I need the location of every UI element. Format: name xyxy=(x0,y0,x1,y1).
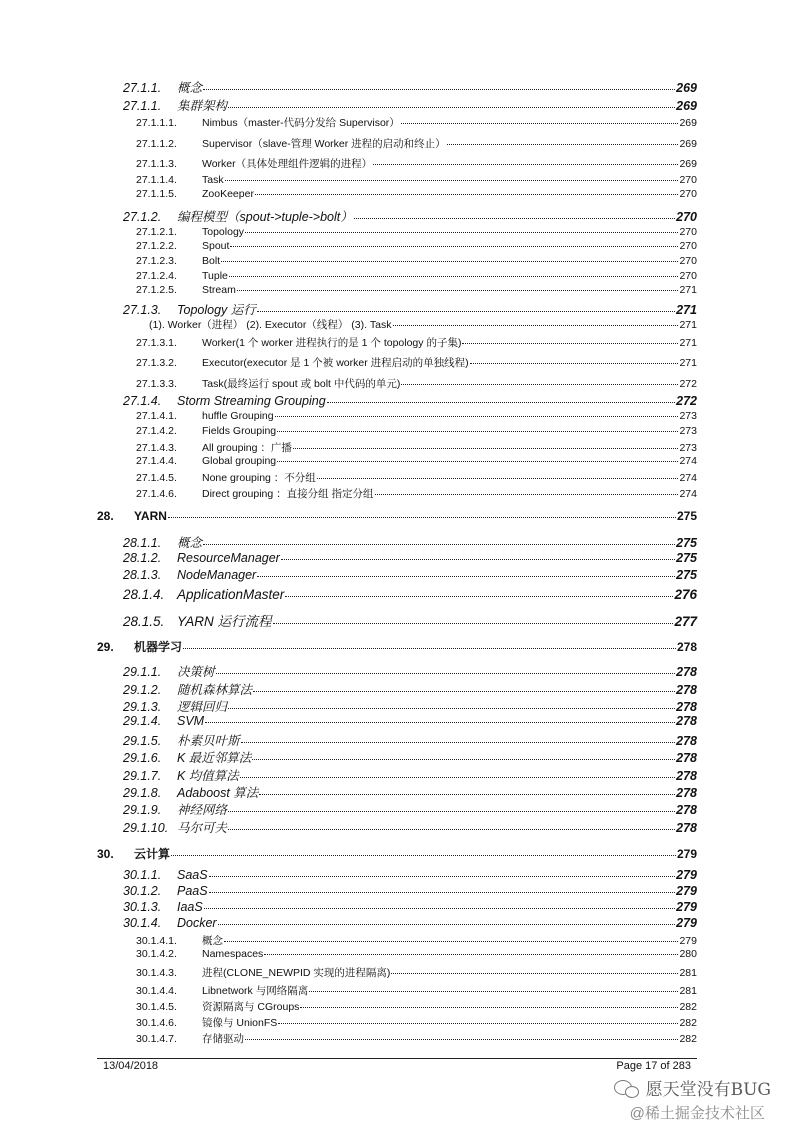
toc-title: 存储驱动 xyxy=(202,1033,244,1045)
toc-page-number: 270 xyxy=(679,174,697,186)
toc-number: 27.1.1.1. xyxy=(136,117,177,129)
toc-page-number: 273 xyxy=(679,442,697,454)
toc-entry[interactable] xyxy=(0,783,793,801)
toc-number: 30. xyxy=(97,847,114,861)
dot-leader xyxy=(447,139,679,145)
footer-date: 13/04/2018 xyxy=(103,1060,159,1072)
toc-number: 29.1.2. xyxy=(123,683,162,697)
dot-leader xyxy=(317,473,679,479)
toc-page-number: 272 xyxy=(676,394,697,408)
toc-page-number: 269 xyxy=(676,99,697,113)
toc-entry[interactable] xyxy=(0,731,793,749)
dot-leader xyxy=(253,685,675,692)
toc-number: 27.1.2.4. xyxy=(136,270,177,282)
toc-number: 27.1.4.3. xyxy=(136,442,177,454)
toc-number: 27.1.1.5. xyxy=(136,188,177,200)
toc-title: 云计算 xyxy=(134,847,171,861)
dot-leader xyxy=(293,443,679,449)
toc-page-number: 275 xyxy=(676,551,697,565)
dot-leader xyxy=(229,271,679,277)
toc-entry[interactable] xyxy=(0,533,793,551)
dot-leader xyxy=(241,736,676,743)
dot-leader xyxy=(203,538,675,545)
toc-number: 28.1.2. xyxy=(123,551,162,565)
dot-leader xyxy=(168,511,676,518)
toc-entry[interactable] xyxy=(0,270,793,282)
toc-page-number: 278 xyxy=(676,665,697,679)
wechat-icon xyxy=(614,1078,640,1098)
toc-page-number: 281 xyxy=(679,967,697,979)
toc-number: 27.1.4.6. xyxy=(136,488,177,500)
toc-page-number: 278 xyxy=(676,751,697,765)
toc-entry[interactable] xyxy=(0,662,793,680)
toc-number: 30.1.4. xyxy=(123,916,162,930)
toc-entry[interactable] xyxy=(0,845,793,862)
toc-page-number: 274 xyxy=(679,455,697,467)
toc-number: 30.1.4.4. xyxy=(136,985,177,997)
dot-leader xyxy=(257,570,675,577)
toc-page-number: 269 xyxy=(679,117,697,129)
toc-title: 概念 xyxy=(177,536,203,550)
toc-title: 编程模型（spout->tuple->bolt） xyxy=(177,210,353,224)
toc-entry[interactable] xyxy=(0,240,793,252)
toc-title: None grouping ：不分组 xyxy=(202,472,316,484)
dot-leader xyxy=(391,968,678,974)
toc-entry[interactable] xyxy=(0,509,793,523)
toc-entry[interactable] xyxy=(0,425,793,437)
dot-leader xyxy=(257,305,675,312)
toc-title: PaaS xyxy=(177,884,208,898)
toc-number: 27.1.4.1. xyxy=(136,410,177,422)
dot-leader xyxy=(354,212,675,219)
toc-page-number: 270 xyxy=(679,226,697,238)
toc-entry[interactable] xyxy=(0,800,793,818)
toc-number: 30.1.4.5. xyxy=(136,1001,177,1013)
toc-number: 27.1.1.2. xyxy=(136,138,177,150)
toc-title: Storm Streaming Grouping xyxy=(177,394,326,408)
toc-title: Nimbus（master-代码分发给 Supervisor） xyxy=(202,117,400,129)
toc-entry[interactable] xyxy=(0,455,793,467)
toc-entry[interactable] xyxy=(0,638,793,655)
toc-page-number: 273 xyxy=(679,425,697,437)
toc-number: 30.1.4.7. xyxy=(136,1033,177,1045)
toc-page-number: 275 xyxy=(676,536,697,550)
toc-number: 29.1.5. xyxy=(123,734,162,748)
toc-page-number: 272 xyxy=(679,378,697,390)
dot-leader xyxy=(203,83,675,90)
toc-number: 28. xyxy=(97,509,114,523)
toc-page-number: 278 xyxy=(676,821,697,835)
toc-title: K 均值算法 xyxy=(177,769,239,783)
dot-leader xyxy=(401,118,679,124)
toc-number: 29.1.7. xyxy=(123,769,162,783)
toc-page-number: 274 xyxy=(679,472,697,484)
toc-number: 30.1.4.2. xyxy=(136,948,177,960)
toc-title: Executor(executor 是 1 个被 worker 进程启动的单独线程) xyxy=(202,357,469,369)
toc-number: 27.1.3. xyxy=(123,303,162,317)
dot-leader xyxy=(230,241,678,247)
toc-page-number: 280 xyxy=(679,948,697,960)
toc-entry[interactable] xyxy=(0,680,793,698)
dot-leader xyxy=(285,589,673,597)
toc-number: 27.1.1.3. xyxy=(136,158,177,170)
footer-divider xyxy=(97,1058,697,1059)
toc-number: 27.1.2. xyxy=(123,210,162,224)
dot-leader xyxy=(275,411,679,417)
dot-leader xyxy=(327,396,675,403)
watermark xyxy=(614,1075,771,1123)
toc-title: Bolt xyxy=(202,255,221,267)
toc-page-number: 271 xyxy=(679,357,697,369)
dot-leader xyxy=(375,489,679,495)
toc-title: 概念 xyxy=(177,81,203,95)
dot-leader xyxy=(209,886,676,893)
dot-leader xyxy=(183,642,676,649)
toc-page-number: 271 xyxy=(676,303,697,317)
toc-title: Libnetwork 与网络隔离 xyxy=(202,985,309,997)
toc-entry[interactable] xyxy=(0,818,793,836)
toc-page-number: 278 xyxy=(676,683,697,697)
toc-page-number: 281 xyxy=(679,985,697,997)
toc-number: 27.1.2.5. xyxy=(136,284,177,296)
toc-page-number: 275 xyxy=(676,568,697,582)
toc-page-number: 269 xyxy=(679,158,697,170)
toc-title: 决策树 xyxy=(177,665,215,679)
toc-entry[interactable] xyxy=(0,568,793,582)
toc-entry[interactable] xyxy=(0,1031,793,1046)
toc-page-number: 277 xyxy=(674,614,697,629)
toc-page-number: 278 xyxy=(676,786,697,800)
toc-title: Topology 运行 xyxy=(177,303,256,317)
toc-page-number: 276 xyxy=(674,587,697,602)
toc-entry[interactable] xyxy=(0,136,793,151)
toc-title: 集群架构 xyxy=(177,99,228,113)
toc-entry[interactable] xyxy=(0,440,793,455)
toc-title: 进程(CLONE_NEWPID 实现的进程隔离) xyxy=(202,967,391,979)
toc-entry[interactable] xyxy=(0,884,793,898)
toc-title: Task(最终运行 spout 或 bolt 中代码的单元) xyxy=(202,378,401,390)
toc-page-number: 282 xyxy=(679,1033,697,1045)
dot-leader xyxy=(245,1034,678,1040)
toc-number: 27.1.2.1. xyxy=(136,226,177,238)
toc-page-number: 270 xyxy=(676,210,697,224)
toc-number: 29.1.9. xyxy=(123,803,162,817)
dot-leader xyxy=(240,771,675,778)
toc-title: 逻辑回归 xyxy=(177,700,228,714)
toc-entry[interactable] xyxy=(0,983,793,998)
toc-entry[interactable] xyxy=(0,300,793,318)
toc-title: All grouping ：广播 xyxy=(202,442,292,454)
dot-leader xyxy=(216,667,676,674)
toc-number: 27.1.1. xyxy=(123,81,162,95)
toc-entry[interactable] xyxy=(0,587,793,602)
toc-entry[interactable] xyxy=(0,174,793,186)
toc-page-number: 270 xyxy=(679,255,697,267)
toc-entry[interactable] xyxy=(0,410,793,422)
dot-leader xyxy=(281,553,675,560)
toc-entry[interactable] xyxy=(0,470,793,485)
toc-title: Stream xyxy=(202,284,236,296)
toc-title: ZooKeeper xyxy=(202,188,254,200)
toc-number: 27.1.4.5. xyxy=(136,472,177,484)
toc-entry[interactable] xyxy=(0,156,793,171)
toc-number: 27.1.3.1. xyxy=(136,337,177,349)
toc-title: Topology xyxy=(202,226,245,238)
toc-page-number: 270 xyxy=(679,240,697,252)
dot-leader xyxy=(264,949,678,955)
toc-entry[interactable] xyxy=(0,207,793,225)
dot-leader xyxy=(171,849,676,856)
dot-leader xyxy=(228,823,675,830)
toc-number: 29.1.4. xyxy=(123,714,162,728)
toc-page-number: 270 xyxy=(679,270,697,282)
toc-title: Worker（具体处理组件逻辑的进程） xyxy=(202,158,373,170)
dot-leader xyxy=(393,320,679,326)
toc-page-number: 271 xyxy=(679,284,697,296)
toc-page-number: 278 xyxy=(676,714,697,728)
dot-leader xyxy=(277,426,678,432)
toc-title: SaaS xyxy=(177,868,208,882)
toc-title: Spout xyxy=(202,240,230,252)
dot-leader xyxy=(237,285,679,291)
toc-title: 资源隔离与 CGroups xyxy=(202,1001,300,1013)
toc-entry[interactable] xyxy=(0,697,793,715)
toc-number: 30.1.4.1. xyxy=(136,935,177,947)
toc-entry[interactable] xyxy=(0,748,793,766)
toc-title: Task xyxy=(202,174,224,186)
toc-entry[interactable] xyxy=(0,78,793,96)
toc-title: SVM xyxy=(177,714,205,728)
dot-leader xyxy=(228,805,675,812)
toc-title: 朴素贝叶斯 xyxy=(177,734,240,748)
toc-title: Supervisor（slave-管理 Worker 进程的启动和终止） xyxy=(202,138,446,150)
toc-title: Tuple xyxy=(202,270,228,282)
toc-entry[interactable] xyxy=(0,933,793,948)
dot-leader xyxy=(259,788,675,795)
toc-entry[interactable] xyxy=(0,551,793,565)
dot-leader xyxy=(205,716,675,723)
toc-number: 29.1.1. xyxy=(123,665,162,679)
toc-page-number: 282 xyxy=(679,1017,697,1029)
dot-leader xyxy=(218,918,676,925)
toc-page-number: 275 xyxy=(676,509,697,523)
toc-number: 27.1.4.2. xyxy=(136,425,177,437)
toc-page-number: 279 xyxy=(676,847,697,861)
dot-leader xyxy=(225,175,679,181)
toc-title: 随机森林算法 xyxy=(177,683,253,697)
toc-title: 概念 xyxy=(202,935,223,947)
dot-leader xyxy=(252,753,675,760)
toc-entry[interactable] xyxy=(0,284,793,296)
toc-number: 30.1.3. xyxy=(123,900,162,914)
toc-title: ResourceManager xyxy=(177,551,280,565)
toc-number: 27.1.2.3. xyxy=(136,255,177,267)
toc-title: 神经网络 xyxy=(177,803,228,817)
toc-title: Worker(1 个 worker 进程执行的是 1 个 topology 的子集) xyxy=(202,337,462,349)
toc-title: (1). Worker（进程） (2). Executor（线程） (3). Task xyxy=(149,319,392,331)
toc-entry[interactable] xyxy=(0,226,793,238)
toc-title: Fields Grouping xyxy=(202,425,277,437)
toc-entry[interactable] xyxy=(0,714,793,728)
toc-entry[interactable] xyxy=(0,486,793,501)
toc-entry[interactable] xyxy=(0,255,793,267)
dot-leader xyxy=(309,986,678,992)
toc-title: Direct grouping ：直接分组 指定分组 xyxy=(202,488,374,500)
dot-leader xyxy=(300,1002,678,1008)
toc-number: 28.1.5. xyxy=(123,614,165,629)
toc-page-number: 279 xyxy=(676,884,697,898)
dot-leader xyxy=(209,870,676,877)
toc-number: 30.1.2. xyxy=(123,884,162,898)
toc-entry[interactable] xyxy=(0,900,793,914)
toc-title: ApplicationMaster xyxy=(177,587,285,602)
toc-page-number: 270 xyxy=(679,188,697,200)
dot-leader xyxy=(228,101,675,108)
toc-page-number: 269 xyxy=(676,81,697,95)
toc-title: K 最近邻算法 xyxy=(177,751,252,765)
dot-leader xyxy=(470,358,679,364)
toc-number: 27.1.3.3. xyxy=(136,378,177,390)
watermark-subtitle: @稀土掘金技术社区 xyxy=(629,1105,765,1122)
toc-number: 27.1.1. xyxy=(123,99,162,113)
dot-leader xyxy=(401,379,678,385)
toc-number: 28.1.4. xyxy=(123,587,165,602)
toc-entry[interactable] xyxy=(0,948,793,960)
toc-title: NodeManager xyxy=(177,568,257,582)
toc-entry[interactable] xyxy=(0,916,793,930)
toc-number: 30.1.4.6. xyxy=(136,1017,177,1029)
toc-entry[interactable] xyxy=(0,376,793,391)
toc-entry[interactable] xyxy=(0,1015,793,1030)
dot-leader xyxy=(221,256,678,262)
toc-number: 27.1.3.2. xyxy=(136,357,177,369)
toc-number: 30.1.1. xyxy=(123,868,162,882)
toc-page-number: 269 xyxy=(679,138,697,150)
toc-number: 30.1.4.3. xyxy=(136,967,177,979)
toc-title: Namespaces xyxy=(202,948,264,960)
toc-entry[interactable] xyxy=(0,355,793,370)
dot-leader xyxy=(277,456,678,462)
toc-entry[interactable] xyxy=(0,999,793,1014)
toc-number: 27.1.1.4. xyxy=(136,174,177,186)
toc-title: 镜像与 UnionFS xyxy=(202,1017,278,1029)
dot-leader xyxy=(224,936,678,942)
toc-page-number: 278 xyxy=(676,803,697,817)
toc-page-number: 279 xyxy=(676,916,697,930)
toc-page-number: 279 xyxy=(676,900,697,914)
dot-leader xyxy=(462,338,678,344)
toc-entry[interactable] xyxy=(0,115,793,130)
toc-number: 29.1.8. xyxy=(123,786,162,800)
toc-entry[interactable] xyxy=(0,610,793,630)
toc-number: 27.1.4. xyxy=(123,394,162,408)
toc-page-number: 279 xyxy=(679,935,697,947)
toc-page-number: 278 xyxy=(676,769,697,783)
toc-page-number: 271 xyxy=(679,319,697,331)
toc-number: 29.1.3. xyxy=(123,700,162,714)
watermark-title: 愿天堂没有BUG xyxy=(645,1080,771,1100)
toc-number: 27.1.2.2. xyxy=(136,240,177,252)
dot-leader xyxy=(273,616,674,624)
toc-page-number: 278 xyxy=(676,700,697,714)
toc-title: 机器学习 xyxy=(134,640,183,654)
toc-page-number: 282 xyxy=(679,1001,697,1013)
dot-leader xyxy=(255,189,679,195)
toc-entry[interactable] xyxy=(0,868,793,882)
toc-title: YARN xyxy=(134,509,167,523)
toc-entry[interactable] xyxy=(0,766,793,784)
toc-page-number: 271 xyxy=(679,337,697,349)
toc-title: Docker xyxy=(177,916,217,930)
toc-page-number: 278 xyxy=(676,640,697,654)
toc-title: Global grouping xyxy=(202,455,277,467)
toc-title: 马尔可夫 xyxy=(177,821,228,835)
dot-leader xyxy=(228,702,675,709)
toc-page-number: 279 xyxy=(676,868,697,882)
toc-entry[interactable] xyxy=(0,394,793,408)
toc-number: 28.1.3. xyxy=(123,568,162,582)
toc-entry[interactable] xyxy=(0,96,793,114)
dot-leader xyxy=(278,1018,678,1024)
toc-entry[interactable] xyxy=(0,188,793,200)
footer-page-number: Page 17 of 283 xyxy=(616,1060,691,1072)
toc-page-number: 278 xyxy=(676,734,697,748)
toc-number: 29.1.10. xyxy=(123,821,169,835)
toc-page-number: 273 xyxy=(679,410,697,422)
dot-leader xyxy=(204,902,675,909)
toc-title: Adaboost 算法 xyxy=(177,786,259,800)
dot-leader xyxy=(245,227,678,233)
toc-number: 29. xyxy=(97,640,114,654)
toc-title: IaaS xyxy=(177,900,203,914)
toc-title: YARN 运行流程 xyxy=(177,614,272,629)
dot-leader xyxy=(373,159,678,165)
toc-number: 28.1.1. xyxy=(123,536,162,550)
toc-entry[interactable] xyxy=(0,335,793,350)
toc-title: huffle Grouping xyxy=(202,410,274,422)
toc-number: 27.1.4.4. xyxy=(136,455,177,467)
toc-number: 29.1.6. xyxy=(123,751,162,765)
toc-page-number: 274 xyxy=(679,488,697,500)
toc-entry[interactable] xyxy=(0,317,793,332)
toc-entry[interactable] xyxy=(0,965,793,980)
